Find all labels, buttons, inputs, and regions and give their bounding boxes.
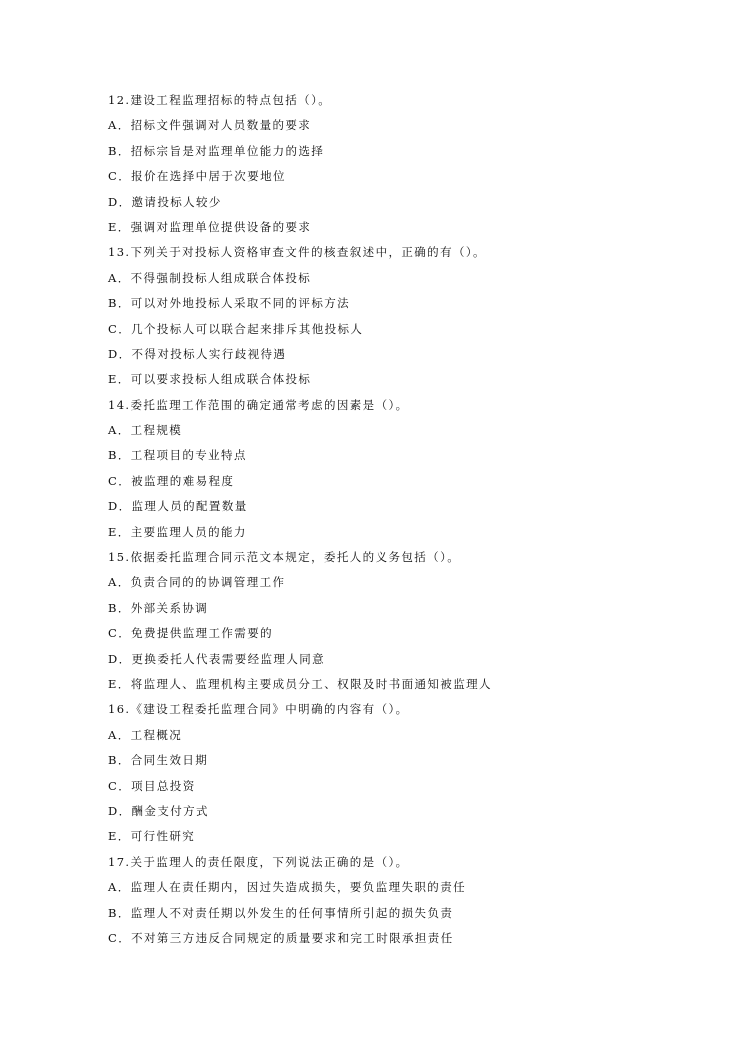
option-e: E．将监理人、监理机构主要成员分工、权限及时书面通知被监理人 (108, 676, 492, 691)
question-16 (108, 697, 708, 849)
question-12 (108, 88, 708, 240)
option-e: E．强调对监理单位提供设备的要求 (108, 219, 312, 234)
option-c: C．被监理的难易程度 (108, 473, 235, 488)
option-c: C．不对第三方违反合同规定的质量要求和完工时限承担责任 (108, 930, 454, 945)
option-a: A．不得强制投标人组成联合体投标 (108, 270, 312, 285)
option-c: C．报价在选择中居于次要地位 (108, 169, 286, 184)
question-13 (108, 240, 708, 392)
question-stem: 13.下列关于对投标人资格审查文件的核查叙述中，正确的有（）。 (108, 245, 486, 260)
question-15 (108, 545, 708, 697)
option-c: C．免费提供监理工作需要的 (108, 626, 273, 641)
question-17 (108, 850, 708, 952)
option-d: D．更换委托人代表需要经监理人同意 (108, 651, 326, 666)
option-e: E．可行性研究 (108, 829, 196, 844)
question-stem: 16.《建设工程委托监理合同》中明确的内容有（）。 (108, 702, 409, 717)
option-a: A．工程规模 (108, 423, 183, 438)
option-e: E．主要监理人员的能力 (108, 524, 247, 539)
option-d: D．不得对投标人实行歧视待遇 (108, 346, 287, 361)
option-e: E．可以要求投标人组成联合体投标 (108, 372, 312, 387)
question-stem: 12.建设工程监理招标的特点包括（）。 (108, 93, 332, 107)
option-c: C．几个投标人可以联合起来排斥其他投标人 (108, 321, 364, 336)
option-b: B．工程项目的专业特点 (108, 448, 247, 463)
option-c: C．项目总投资 (108, 778, 196, 793)
option-d: D．监理人员的配置数量 (108, 499, 248, 514)
option-b: B．招标宗旨是对监理单位能力的选择 (108, 143, 325, 158)
question-14 (108, 393, 708, 545)
option-a: A．招标文件强调对人员数量的要求 (108, 118, 312, 133)
option-b: B．合同生效日期 (108, 753, 209, 768)
question-stem: 17.关于监理人的责任限度，下列说法正确的是（）。 (108, 854, 409, 869)
question-stem: 14.委托监理工作范围的确定通常考虑的因素是（）。 (108, 397, 409, 412)
question-stem: 15.依据委托监理合同示范文本规定，委托人的义务包括（）。 (108, 550, 461, 565)
document-page (108, 88, 708, 951)
option-a: A．负责合同的的协调管理工作 (108, 575, 286, 590)
option-d: D．邀请投标人较少 (108, 194, 222, 209)
option-b: B．可以对外地投标人采取不同的评标方法 (108, 296, 351, 311)
option-a: A．监理人在责任期内，因过失造成损失，要负监理失职的责任 (108, 880, 467, 895)
option-b: B．监理人不对责任期以外发生的任何事情所引起的损失负责 (108, 905, 454, 920)
option-b: B．外部关系协调 (108, 600, 209, 615)
option-a: A．工程概况 (108, 727, 183, 742)
option-d: D．酬金支付方式 (108, 803, 209, 818)
